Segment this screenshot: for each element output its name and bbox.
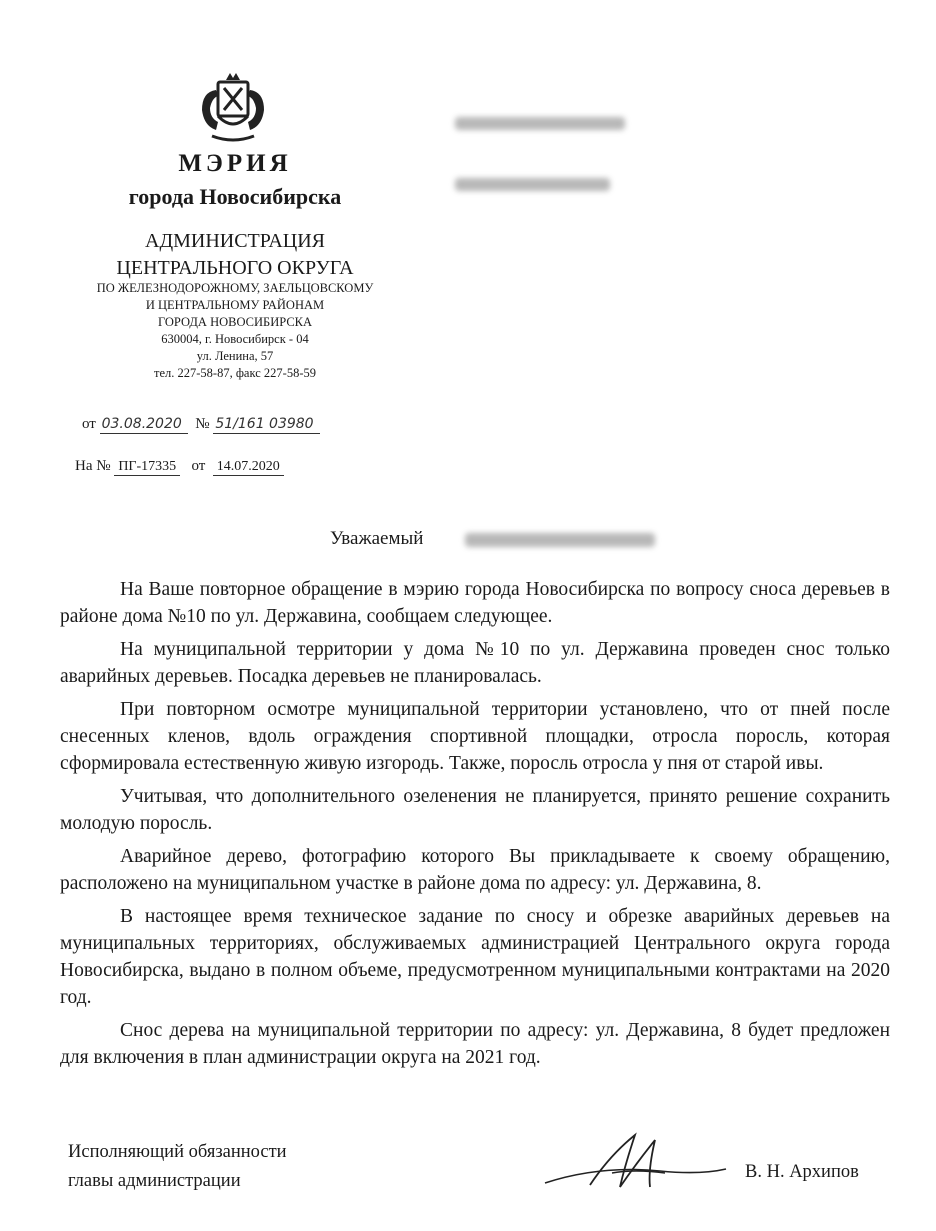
street-address: ул. Ленина, 57 bbox=[196, 349, 274, 363]
postal-address: 630004, г. Новосибирск - 04 bbox=[161, 332, 309, 346]
position-line-1: Исполняющий обязанности bbox=[68, 1142, 287, 1162]
reference-registration bbox=[75, 458, 284, 475]
outgoing-number: 51/161 03980 bbox=[213, 416, 319, 434]
district-line-2: И ЦЕНТРАЛЬНОМУ РАЙОНАМ bbox=[145, 298, 325, 312]
redacted-recipient-email bbox=[455, 178, 610, 191]
body-paragraph: Учитывая, что дополнительного озеленения не планируется, принято решение сохранить молодую поросль. bbox=[60, 786, 890, 834]
reference-number: ПГ-17335 bbox=[114, 459, 180, 476]
mayor-city: города Новосибирска bbox=[128, 184, 342, 209]
district-line-1: ПО ЖЕЛЕЗНОДОРОЖНОМУ, ЗАЕЛЬЦОВСКОМУ bbox=[96, 281, 374, 295]
admin-line-2: ЦЕНТРАЛЬНОГО ОКРУГА bbox=[116, 257, 354, 279]
outgoing-date: 03.08.2020 bbox=[100, 416, 188, 434]
city-coat-of-arms-icon bbox=[196, 70, 270, 148]
reference-label: На № bbox=[75, 458, 111, 474]
administration-details bbox=[60, 280, 410, 382]
body-paragraph: Аварийное дерево, фотографию которого Вы прикладываете к своему обращению, расположено на муниципальном участке в районе дома по адресу: ул. Державина, 8. bbox=[60, 846, 890, 894]
phone-fax: тел. 227-58-87, факс 227-58-59 bbox=[154, 366, 316, 380]
body-paragraph: При повторном осмотре муниципальной территории установлено, что от пней после снесенных кленов, вдоль ограждения спортивной площадки, отросла поросль, которая сформировала естественную живую изгородь. Также, поросль отросла у пня от старой ивы. bbox=[60, 699, 890, 774]
admin-line-1: АДМИНИСТРАЦИЯ bbox=[145, 230, 325, 252]
letter-body bbox=[60, 576, 890, 1077]
district-line-3: ГОРОДА НОВОСИБИРСКА bbox=[157, 315, 313, 329]
mayor-title: МЭРИЯ bbox=[178, 150, 292, 177]
redacted-recipient-name bbox=[455, 117, 625, 130]
outgoing-registration bbox=[82, 416, 320, 433]
position-line-2: главы администрации bbox=[68, 1171, 241, 1191]
body-paragraph: На Ваше повторное обращение в мэрию города Новосибирска по вопросу сноса деревьев в районе дома №10 по ул. Державина, сообщаем следующее. bbox=[60, 579, 890, 627]
signer-position bbox=[68, 1138, 287, 1196]
number-label: № bbox=[195, 416, 210, 432]
body-paragraph: В настоящее время техническое задание по сносу и обрезке аварийных деревьев на муниципальных территориях, обслуживаемых администрацией Центрального округа города Новосибирска, выдано в полном объеме, предусмотренном муниципальными контрактами на 2020 год. bbox=[60, 906, 890, 1008]
signer-name: В. Н. Архипов bbox=[745, 1162, 859, 1182]
administration-title bbox=[60, 228, 410, 282]
from-label: от bbox=[82, 416, 96, 432]
body-paragraph: На муниципальной территории у дома №10 по ул. Державина проведен снос только аварийных деревьев. Посадка деревьев не планировалась. bbox=[60, 639, 890, 687]
reference-from-label: от bbox=[191, 458, 206, 474]
greeting: Уважаемый bbox=[330, 528, 424, 549]
handwritten-signature bbox=[540, 1125, 730, 1205]
body-paragraph: Снос дерева на муниципальной территории по адресу: ул. Державина, 8 будет предложен для включения в план администрации округа на 2021 год. bbox=[60, 1020, 890, 1068]
redacted-addressee-name bbox=[465, 533, 655, 547]
reference-date: 14.07.2020 bbox=[213, 459, 284, 476]
